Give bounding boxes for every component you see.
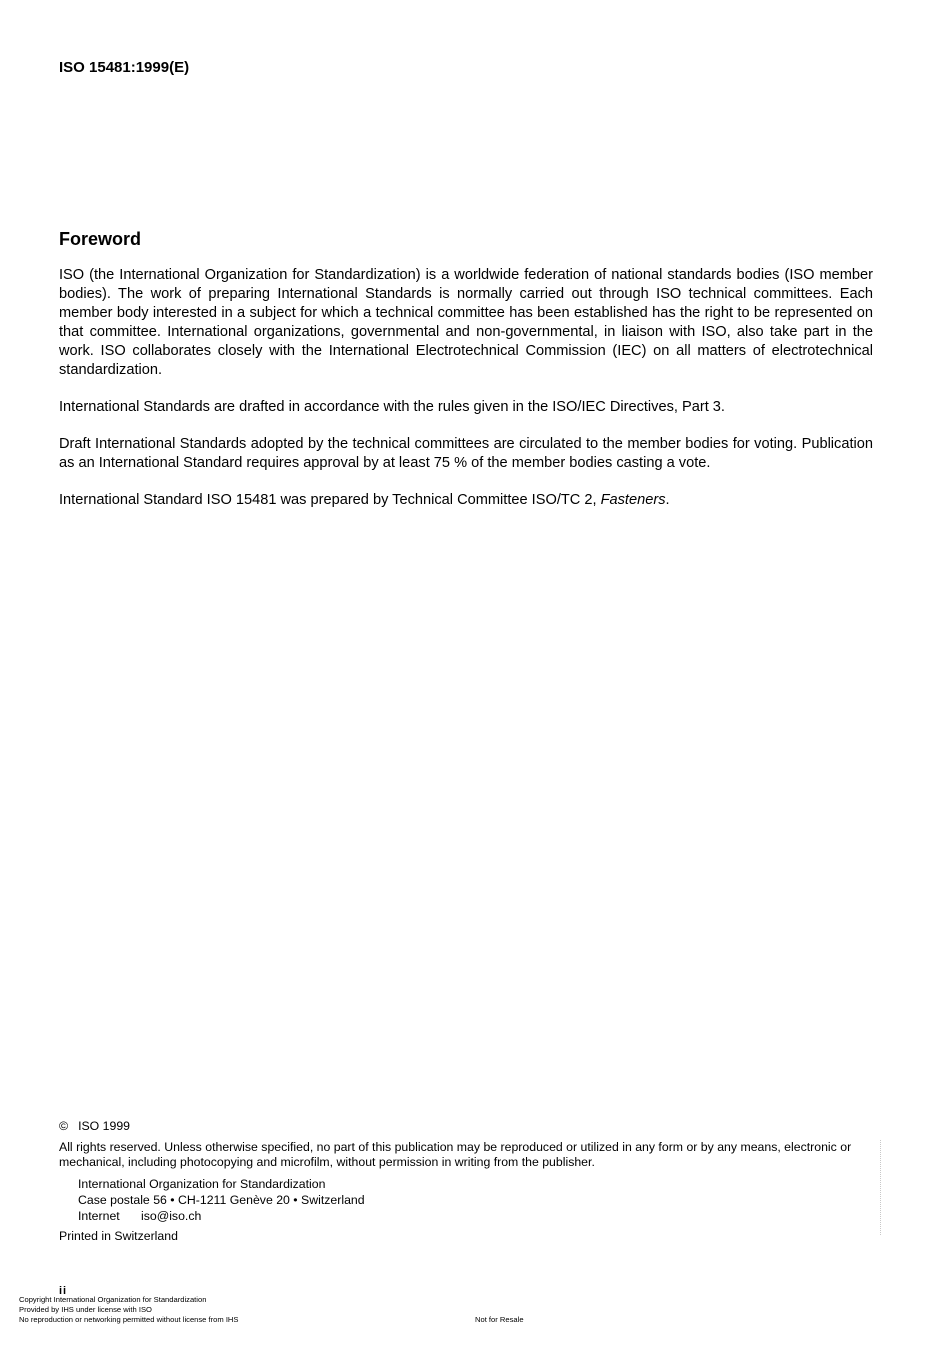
foreword-paragraph-1: ISO (the International Organization for Standardization) is a worldwide federation of national standards bodies (ISO member bodies). The work of preparing International Standards is normally carried out through ISO technical committees. Each member body interested in a subject for which a technical committee has been established has the right to be represented on that committee. International organizations, governmental and non-governmental, in liaison with ISO, also take part in the work. ISO collaborates closely with the International Electrotechnical Commission (IEC) on all matters of electrotechnical standardization. (59, 267, 873, 378)
footer-line-2: Provided by IHS under license with ISO (19, 1305, 152, 1314)
address-postal: Case postale 56 • CH-1211 Genève 20 • Switzerland (78, 1192, 365, 1207)
foreword-title: Foreword (59, 229, 142, 249)
copyright-year: ISO 1999 (78, 1119, 131, 1133)
committee-name: Fasteners (600, 492, 666, 508)
iso-address (78, 1176, 873, 1224)
address-internet (78, 1208, 873, 1224)
foreword-paragraph-4 (59, 491, 873, 510)
foreword-paragraph-3: Draft International Standards adopted by the technical committees are circulated to the member bodies for voting. Publication as an International Standard requires approval by at least 75 % of the member bodies casting a vote. (59, 436, 873, 471)
copyright-symbol: © (59, 1119, 69, 1133)
document-id: ISO 15481:1999(E) (59, 59, 190, 76)
internet-email: iso@iso.ch (141, 1208, 202, 1223)
copyright-notice (59, 1119, 873, 1135)
not-for-resale: Not for Resale (475, 1315, 524, 1324)
footer-line-3: No reproduction or networking permitted without license from IHS (19, 1315, 239, 1324)
internet-label: Internet (78, 1208, 120, 1223)
prepared-by-prefix: International Standard ISO 15481 was prepared by Technical Committee ISO/TC 2, (59, 492, 601, 508)
footer-line-1: Copyright International Organization for Standardization (19, 1295, 207, 1304)
page-number: ii (59, 1285, 68, 1297)
address-org: International Organization for Standardization (78, 1176, 326, 1191)
license-footer (19, 1295, 238, 1325)
prepared-by-suffix: . (665, 492, 670, 508)
foreword-body (59, 266, 873, 528)
printed-in: Printed in Switzerland (59, 1228, 178, 1243)
rights-statement: All rights reserved. Unless otherwise specified, no part of this publication may be reproduced or utilized in any form or by any means, electronic or mechanical, including photocopying and microfilm, without permission in writing from the publisher. (59, 1139, 852, 1169)
foreword-paragraph-2: International Standards are drafted in accordance with the rules given in the ISO/IEC Directives, Part 3. (59, 399, 725, 415)
margin-dots (880, 1140, 883, 1235)
copyright-block (59, 1119, 873, 1244)
